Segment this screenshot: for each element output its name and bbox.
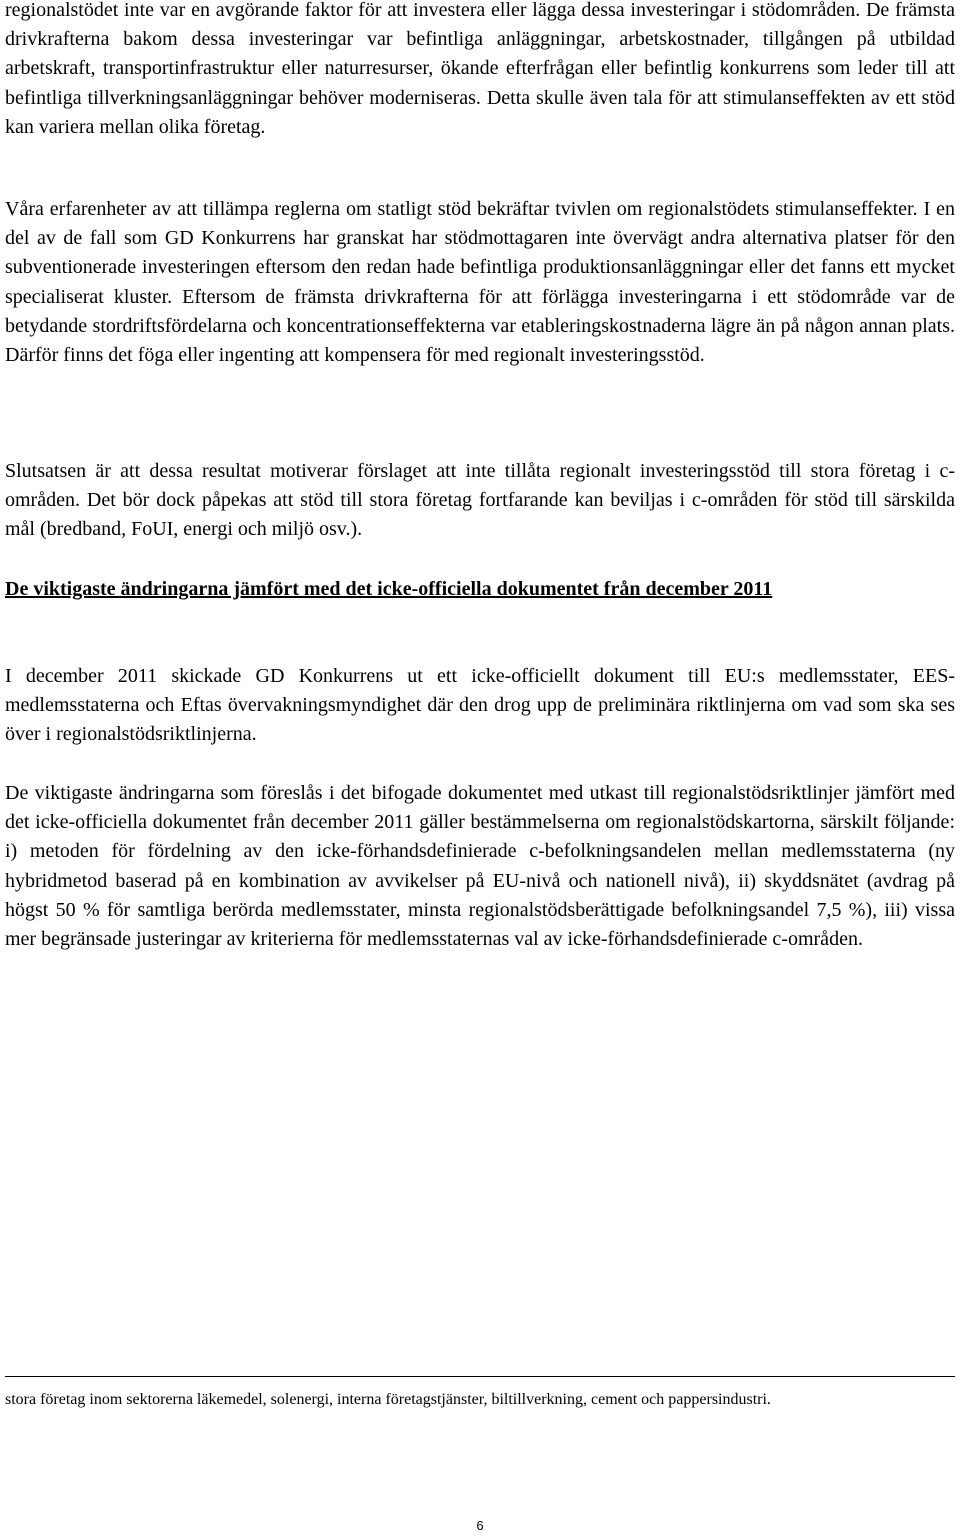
body-paragraph-1: regionalstödet inte var en avgörande faktor för att investera eller lägga dessa investeringar i stödområden. De främsta drivkrafterna bakom dessa investeringar var befintliga anläggningar, arbetskostnader, tillgången på utbildad arbetskraft, transportinfrastruktur eller naturresurser, ökande efterfrågan eller befintlig konkurrens som leder till att befintliga tillverkningsanläggningar behöver moderniseras. Detta skulle även tala för att stimulanseffekten av ett stöd kan variera mellan olika företag. (5, 0, 955, 138)
body-paragraph-5: De viktigaste ändringarna som föreslås i det bifogade dokumentet med utkast till regionalstödsriktlinjer jämfört med det icke-officiella dokumentet från december 2011 gäller bestämmelserna om regionalstödskartorna, särskilt följande: i) metoden för fördelning av den icke-förhandsdefinierade c-befolkningsandelen mellan medlemsstaterna (ny hybridmetod baserad på en kombination av avvikelser på EU-nivå och nationell nivå), ii) skyddsnätet (avdrag på högst 50 % för samtliga berörda medlemsstater, minsta regionalstödsberättigade befolkningsandel 7,5 %), iii) vissa mer begränsade justeringar av kriterierna för medlemsstaternas val av icke-förhandsdefinierade c-områden. (5, 782, 955, 951)
body-paragraph-4: I december 2011 skickade GD Konkurrens ut ett icke-officiellt dokument till EU:s medlemsstater, EES-medlemsstaterna och Eftas övervakningsmyndighet där den drog upp de preliminära riktlinjerna om vad som ska ses över i regionalstödsriktlinjerna. (5, 665, 955, 746)
footnote-text: stora företag inom sektorerna läkemedel, solenergi, interna företagstjänster, biltillverkning, cement och pappersindustri. (5, 1391, 771, 1408)
section-heading: De viktigaste ändringarna jämfört med det icke-officiella dokumentet från december 2011 (5, 578, 773, 600)
footnote-divider (5, 1376, 955, 1377)
body-paragraph-2: Våra erfarenheter av att tillämpa reglerna om statligt stöd bekräftar tvivlen om regionalstödets stimulanseffekter. I en del av de fall som GD Konkurrens har granskat har stödmottagaren inte övervägt andra alternativa platser för den subventionerade investeringen eftersom den redan hade befintliga produktionsanläggningar eller det fanns ett mycket specialiserat kluster. Eftersom de främsta drivkrafterna för att förlägga investeringarna i ett stödområde var de betydande stordriftsfördelarna och koncentrationseffekterna var etableringskostnaderna lägre än på någon annan plats. Därför finns det föga eller ingenting att kompensera för med regionalt investeringsstöd. (5, 198, 955, 367)
page-number: 6 (476, 1518, 484, 1533)
body-paragraph-3: Slutsatsen är att dessa resultat motiverar förslaget att inte tillåta regionalt investeringsstöd till stora företag i c-områden. Det bör dock påpekas att stöd till stora företag fortfarande kan beviljas i c-områden för stöd till särskilda mål (bredband, FoUI, energi och miljö osv.). (5, 460, 955, 541)
